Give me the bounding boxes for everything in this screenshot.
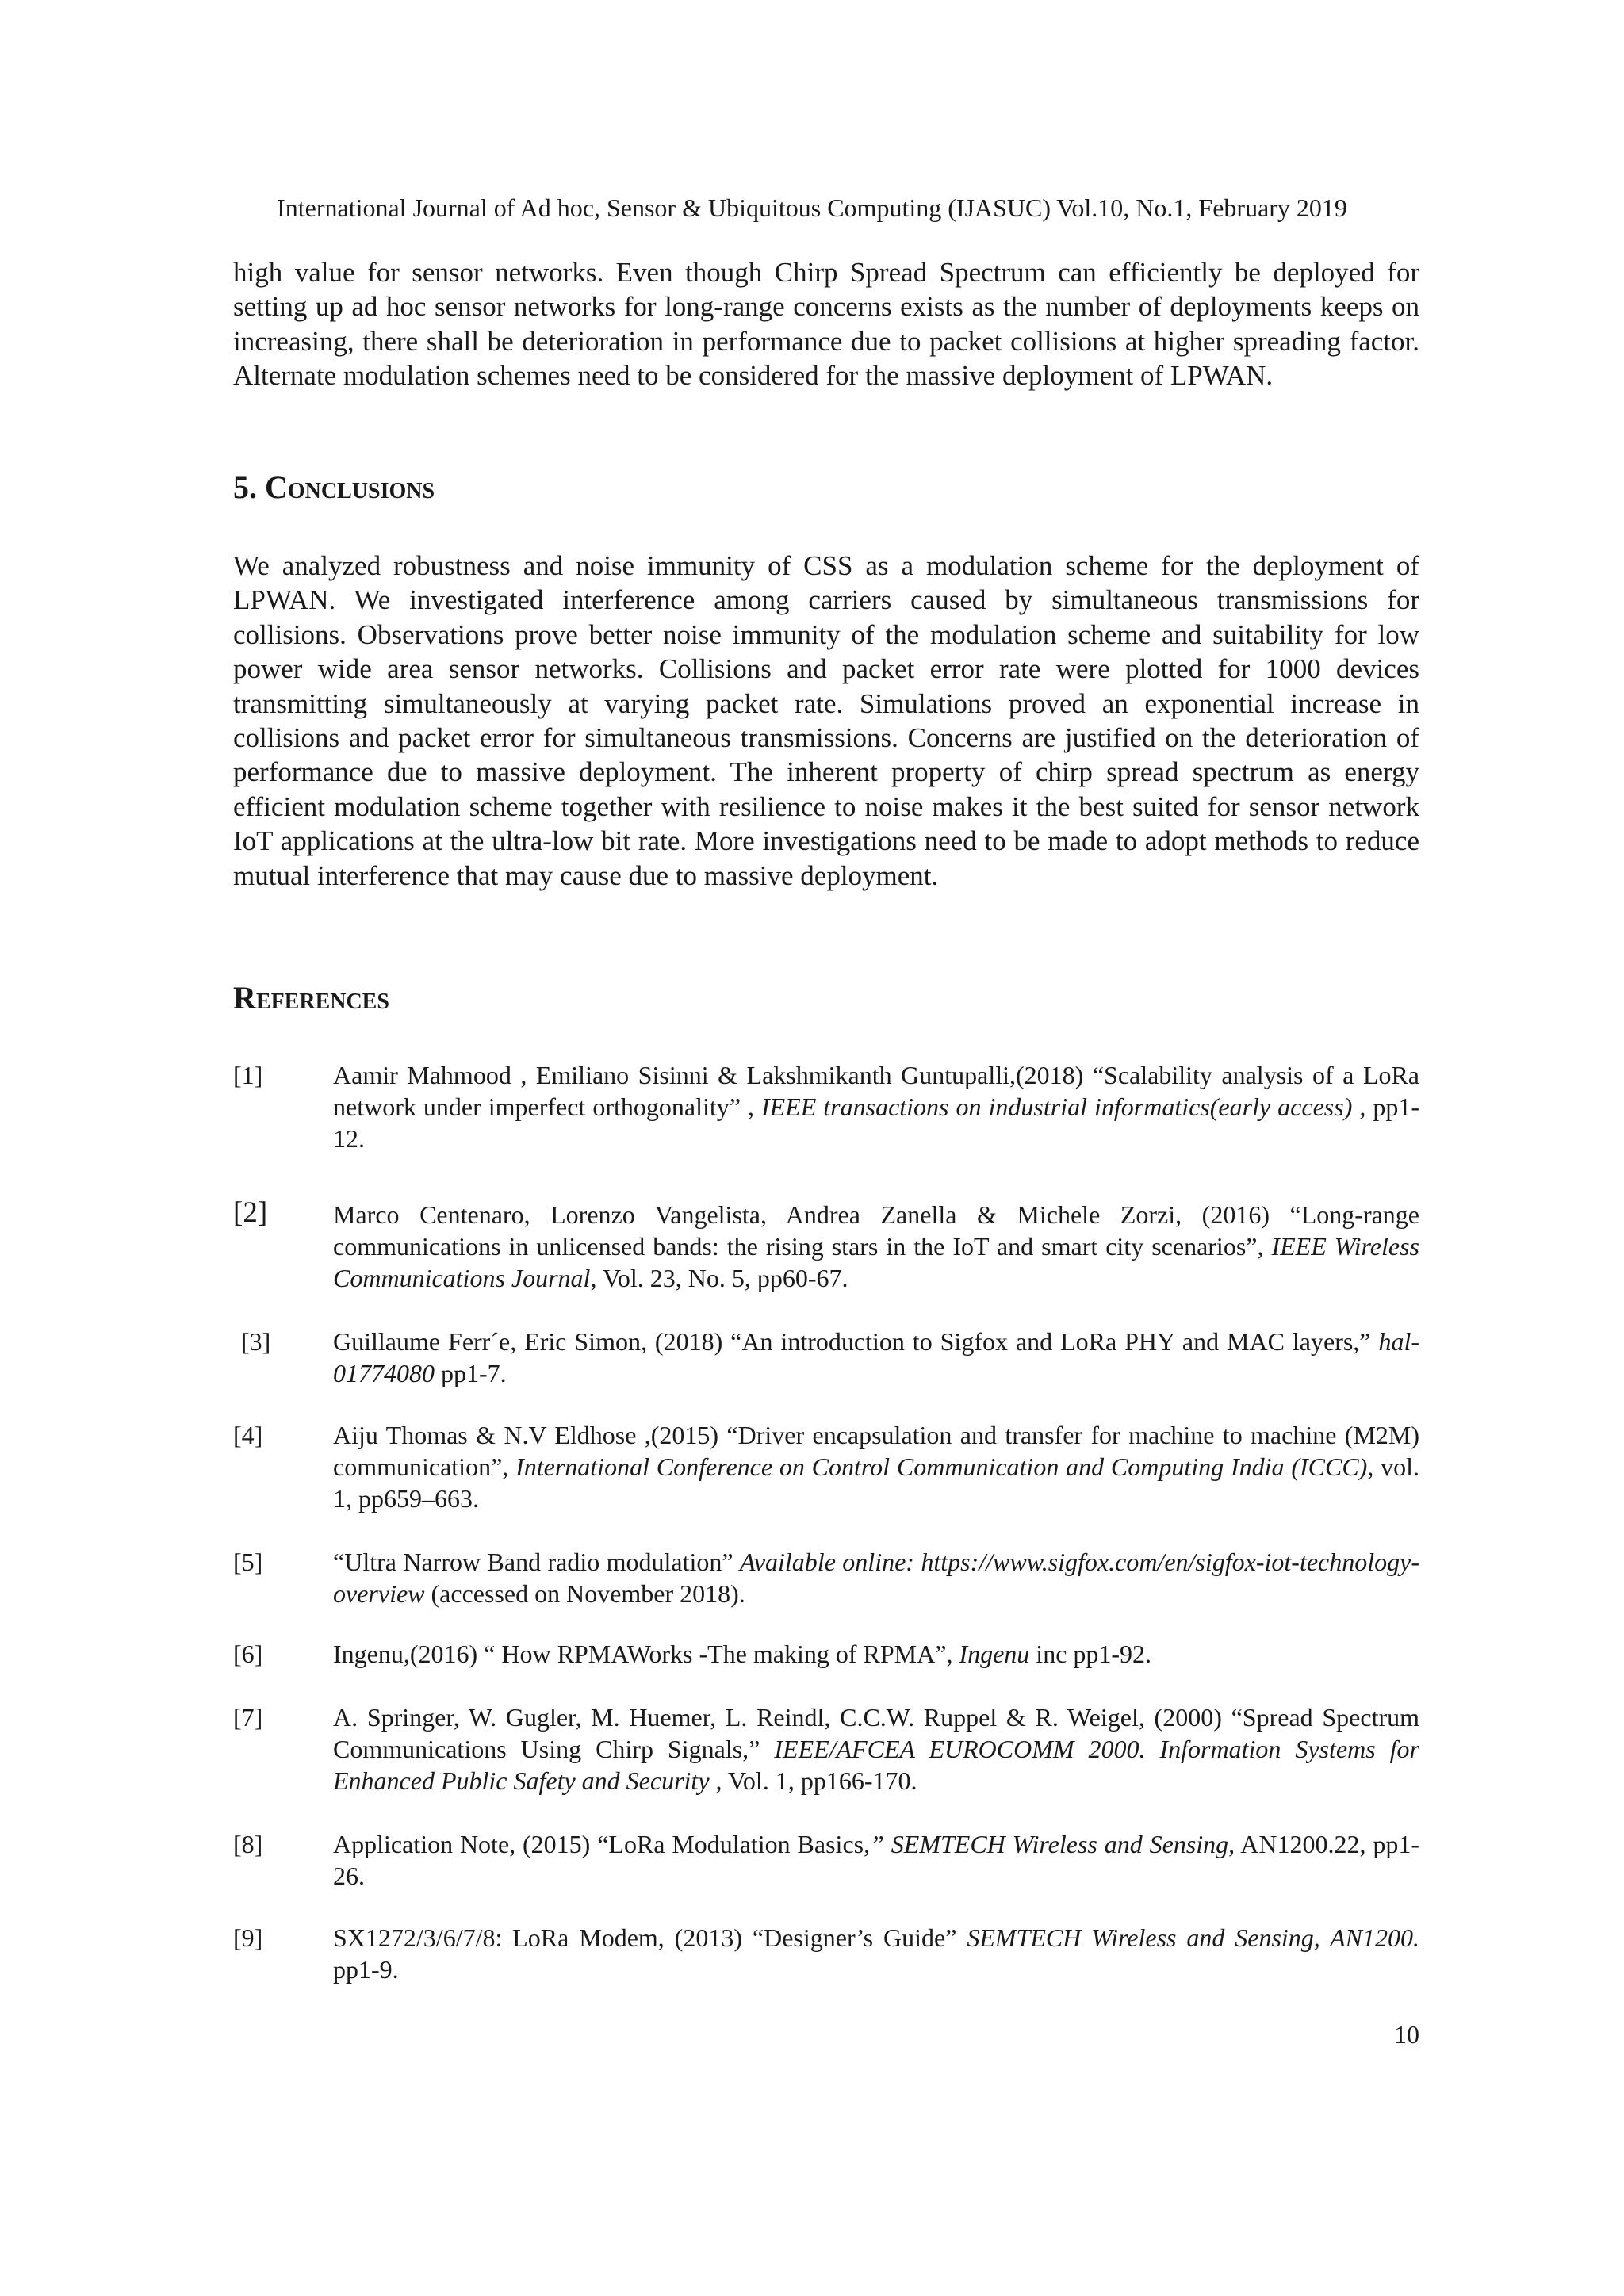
intro-paragraph: high value for sensor networks. Even though Chirp Spread Spectrum can efficiently be deployed for setting up ad hoc sensor networks for long-range concerns exists as the number of deployments keeps on increasing, there shall be deterioration in performance due to packet collisions at higher spreading factor. Alternate modulation schemes need to be considered for the massive deployment of LPWAN.: [233, 257, 1419, 392]
reference-text: [333, 1638, 1419, 1670]
reference-text: [333, 1059, 1419, 1154]
reference-text-plain: inc pp1-92.: [1029, 1640, 1152, 1668]
reference-text-plain: SX1272/3/6/7/8: LoRa Modem, (2013) “Designer’s Guide”: [333, 1923, 967, 1952]
reference-item: [233, 1638, 1419, 1670]
reference-text-plain: (accessed on November 2018).: [424, 1579, 745, 1608]
reference-text-italic: IEEE Wireless Communications Journal: [333, 1232, 1420, 1292]
reference-number: [9]: [233, 1923, 263, 1952]
conclusions-paragraph: We analyzed robustness and noise immunity of CSS as a modulation scheme for the deployment of LPWAN. We investigated interference among carriers caused by simultaneous transmissions for collisions. Observations prove better noise immunity of the modulation scheme and suitability for low power wide area sensor networks. Collisions and packet error rate were plotted for 1000 devices transmitting simultaneously at varying packet rate. Simulations proved an exponential increase in collisions and packet error for simultaneous transmissions. Concerns are justified on the deterioration of performance due to massive deployment. The inherent property of chirp spread spectrum as energy efficient modulation scheme together with resilience to noise makes it the best suited for sensor network IoT applications at the ultra-low bit rate. More investigations need to be made to adopt methods to reduce mutual interference that may cause due to massive deployment.: [233, 550, 1419, 891]
reference-item: [233, 1922, 1419, 1985]
reference-text-italic: SEMTECH Wireless and Sensing, AN1200.: [967, 1923, 1420, 1952]
references-heading: References: [233, 980, 389, 1016]
page-number: 10: [1394, 2020, 1419, 2049]
reference-item: [233, 1196, 1420, 1294]
reference-text-plain: pp1-9.: [333, 1955, 399, 1984]
reference-text-plain: Aiju Thomas & N.V Eldhose ,(2015) “Driver encapsulation and transfer for machine to machine (M2M) communication”,: [333, 1421, 1419, 1481]
reference-item: [233, 1419, 1419, 1514]
reference-number: [6]: [233, 1640, 263, 1668]
reference-text-plain: , vol. 1, pp659–663.: [333, 1452, 1420, 1513]
reference-number: [7]: [233, 1703, 263, 1732]
reference-text-plain: , Vol. 23, No. 5, pp60-67.: [590, 1264, 848, 1292]
reference-text: [333, 1701, 1419, 1797]
reference-number: [3]: [241, 1327, 271, 1356]
reference-text-plain: A. Springer, W. Gugler, M. Huemer, L. Reindl, C.C.W. Ruppel & R. Weigel, (2000) “Spread Spectrum Communications Using Chirp Signals,”: [333, 1703, 1419, 1763]
reference-item: [233, 1059, 1419, 1154]
reference-number: [4]: [233, 1421, 263, 1449]
reference-item: [233, 1701, 1419, 1797]
reference-text-plain: “Ultra Narrow Band radio modulation”: [333, 1548, 741, 1576]
reference-text-italic: International Conference on Control Communication and Computing India (ICCC): [515, 1452, 1368, 1481]
reference-number: [1]: [233, 1061, 263, 1089]
reference-item: [233, 1828, 1419, 1892]
reference-text-plain: Guillaume Ferr´e, Eric Simon, (2018) “An introduction to Sigfox and LoRa PHY and MAC layers,”: [333, 1327, 1379, 1356]
reference-text-italic: ,” SEMTECH Wireless and Sensing,: [864, 1830, 1235, 1858]
reference-text: [333, 1199, 1419, 1294]
reference-text-plain: Vol. 1, pp166-170.: [722, 1766, 917, 1795]
reference-text-plain: Marco Centenaro, Lorenzo Vangelista, Andrea Zanella & Michele Zorzi, (2016) “Long-range communications in unlicensed bands: the rising stars in the IoT and smart city scenarios”,: [333, 1200, 1419, 1261]
reference-text-plain: pp1-7.: [435, 1359, 507, 1387]
reference-text: [333, 1419, 1419, 1514]
reference-text-plain: Application Note, (2015) “LoRa Modulation Basics: [333, 1830, 864, 1858]
reference-number: [5]: [233, 1548, 263, 1576]
reference-text-plain: Ingenu,(2016) “ How RPMAWorks -The making of RPMA”,: [333, 1640, 959, 1668]
reference-text: [333, 1922, 1419, 1985]
reference-text-italic: IEEE/AFCEA EUROCOMM 2000. Information Systems for Enhanced Public Safety and Security ,: [333, 1735, 1420, 1795]
running-header: International Journal of Ad hoc, Sensor & Ubiquitous Computing (IJASUC) Vol.10, No.1, February 2019: [277, 193, 1347, 222]
reference-text-italic: Ingenu: [959, 1640, 1030, 1668]
reference-text-italic: Available online: https://www.sigfox.com/en/sigfox-iot-technology-overview: [333, 1548, 1420, 1608]
reference-text: [333, 1326, 1419, 1389]
reference-text-italic: hal-01774080: [333, 1327, 1419, 1387]
reference-item: [233, 1546, 1419, 1609]
reference-text: [333, 1546, 1419, 1609]
reference-text-plain: Aamir Mahmood , Emiliano Sisinni & Lakshmikanth Guntupalli,(2018) “Scalability analysis of a LoRa network under imperfect orthogonality” ,: [333, 1061, 1419, 1121]
reference-text-italic: IEEE transactions on industrial informatics(early access) ,: [760, 1093, 1366, 1121]
reference-item: [233, 1326, 1419, 1389]
reference-text-plain: pp1-12.: [333, 1093, 1420, 1153]
reference-text: [333, 1828, 1419, 1892]
reference-number: [8]: [233, 1830, 263, 1858]
conclusions-heading: 5. Conclusions: [233, 469, 435, 505]
reference-number: [2]: [233, 1196, 268, 1229]
reference-text-plain: AN1200.22, pp1-26.: [333, 1830, 1420, 1890]
